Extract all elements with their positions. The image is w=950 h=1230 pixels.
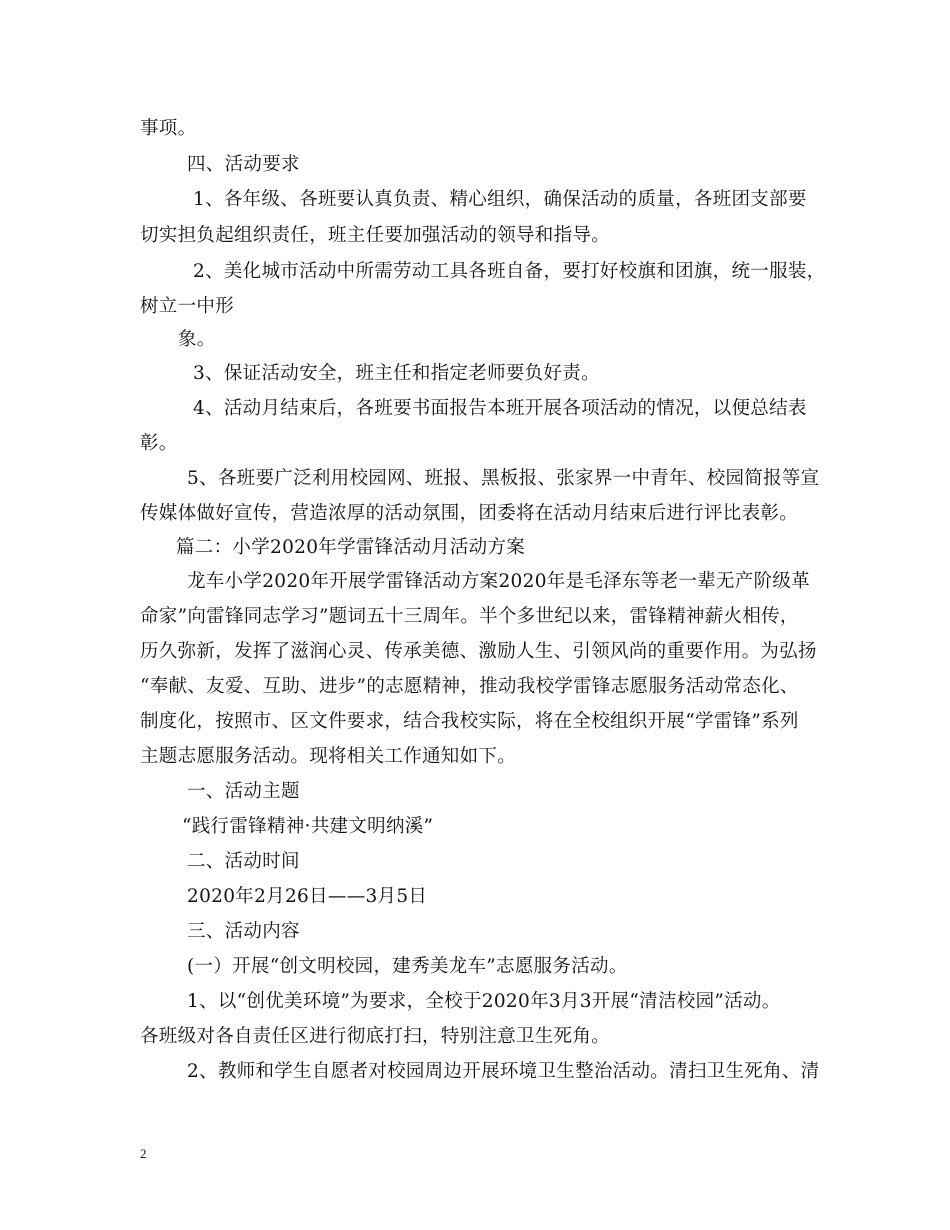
subsection-heading: (一）开展“创文明校园，建秀美龙车”志愿服务活动。 <box>187 956 628 977</box>
text-line: 3、保证活动安全，班主任和指定老师要负好责。 <box>193 363 600 384</box>
text-line: 2、美化城市活动中所需劳动工具各班自备，要打好校旗和团旗，统一服装， <box>193 261 826 282</box>
page-number: 2 <box>140 1146 147 1161</box>
text-line: 切实担负起组织责任，班主任要加强活动的领导和指导。 <box>140 225 611 246</box>
text-line: “践行雷锋精神·共建文明纳溪” <box>182 816 434 837</box>
text-line: 4、活动月结束后，各班要书面报告本班开展各项活动的情况，以便总结表 <box>193 398 807 419</box>
text-line: 历久弥新，发挥了滋润心灵、传承美德、激励人生、引领风尚的重要作用。为弘扬 <box>140 641 817 662</box>
text-line: 彰。 <box>140 433 178 454</box>
text-line: “奉献、友爱、互助、进步”的志愿精神，推动我校学雷锋志愿服务活动常态化、 <box>140 676 799 697</box>
section-heading: 一、活动主题 <box>187 781 300 802</box>
text-line: 象。 <box>178 329 216 350</box>
section-heading: 四、活动要求 <box>187 154 300 175</box>
text-line: 龙车小学2020年开展学雷锋活动方案2020年是毛泽东等老一辈无产阶级革 <box>187 571 810 592</box>
text-line: 各班级对各自责任区进行彻底打扫，特别注意卫生死角。 <box>140 1026 611 1047</box>
text-line: 主题志愿服务活动。现将相关工作通知如下。 <box>140 746 517 767</box>
text-line: 2、教师和学生自愿者对校园周边开展环境卫生整治活动。清扫卫生死角、清 <box>187 1061 820 1082</box>
text-line: 5、各班要广泛利用校园网、班报、黑板报、张家界一中青年、校园简报等宣 <box>187 468 820 489</box>
text-line: 树立一中形 <box>140 296 235 317</box>
text-line: 制度化，按照市、区文件要求，结合我校实际，将在全校组织开展“学雷锋”系列 <box>140 711 799 732</box>
section-heading: 二、活动时间 <box>187 851 300 872</box>
text-line: 事项。 <box>140 118 197 139</box>
text-line: 2020年2月26日——3月5日 <box>187 886 428 907</box>
text-line: 1、各年级、各班要认真负责、精心组织，确保活动的质量，各班团支部要 <box>193 189 807 210</box>
text-line: 命家”向雷锋同志学习”题词五十三周年。半个多世纪以来，雷锋精神薪火相传， <box>140 606 799 627</box>
text-line: 1、以“创优美环境”为要求，全校于2020年3月3开展“清洁校园”活动。 <box>187 991 781 1012</box>
text-line: 传媒体做好宣传，营造浓厚的活动氛围，团委将在活动月结束后进行评比表彰。 <box>140 503 799 524</box>
chapter-heading: 篇二：小学2020年学雷锋活动月活动方案 <box>176 537 526 558</box>
section-heading: 三、活动内容 <box>187 921 300 942</box>
